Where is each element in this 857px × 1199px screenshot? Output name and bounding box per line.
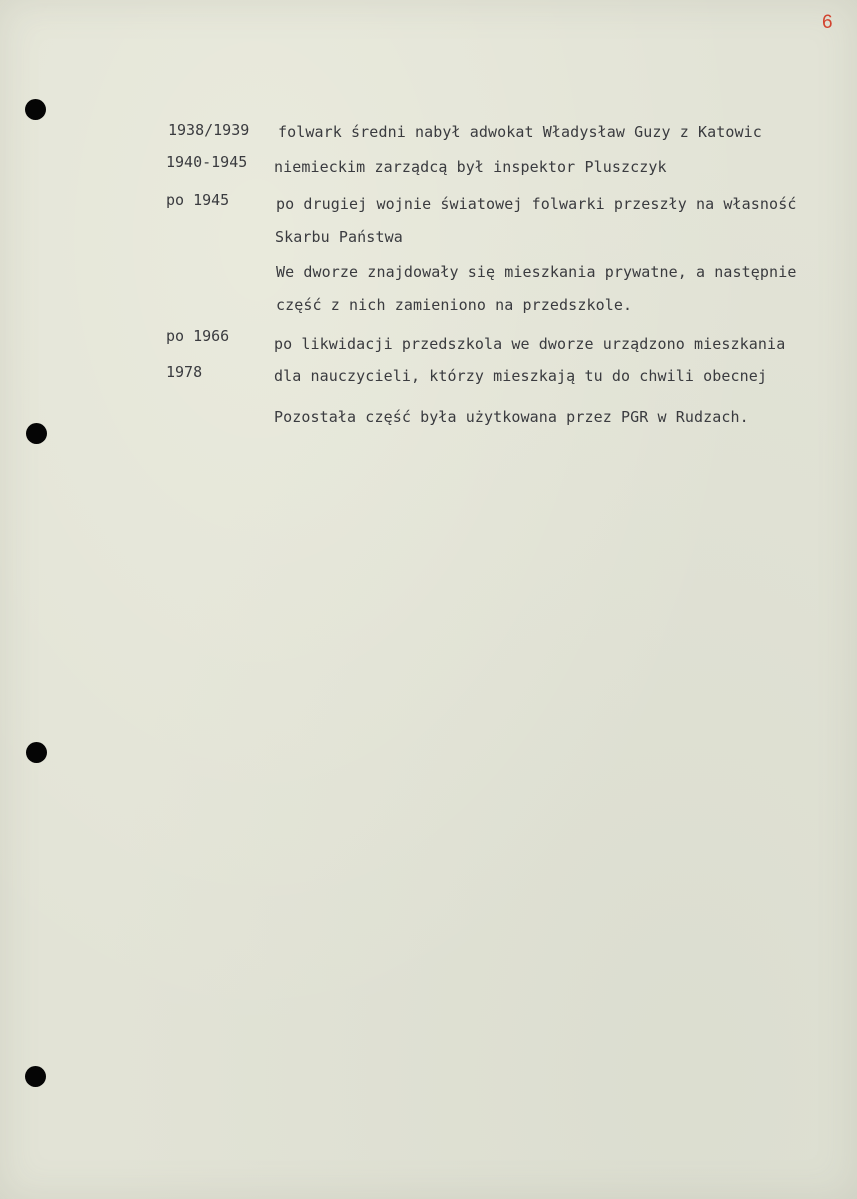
entry-year: 1938/1939 xyxy=(168,121,250,139)
punch-hole xyxy=(26,423,47,444)
entry-text: niemieckim zarządcą był inspektor Pluszczyk xyxy=(274,158,667,176)
entry-year: 1940-1945 xyxy=(166,153,248,171)
entry-text: po drugiej wojnie światowej folwarki przeszły na własność xyxy=(276,195,797,213)
punch-hole xyxy=(26,742,47,763)
entry-text: część z nich zamieniono na przedszkole. xyxy=(276,296,633,314)
page-number: 6 xyxy=(822,12,833,33)
entry-text: folwark średni nabył adwokat Władysław Guzy z Katowic xyxy=(278,123,762,141)
entry-text: Pozostała część była użytkowana przez PGR w Rudzach. xyxy=(274,408,749,426)
punch-hole xyxy=(25,99,46,120)
entry-text: po likwidacji przedszkola we dworze urządzono mieszkania xyxy=(274,335,786,353)
entry-text: dla nauczycieli, którzy mieszkają tu do chwili obecnej xyxy=(274,367,768,385)
entry-year: 1978 xyxy=(166,363,203,381)
punch-hole xyxy=(25,1066,46,1087)
entry-text: Skarbu Państwa xyxy=(275,228,403,246)
entry-year: po 1945 xyxy=(166,191,230,209)
entry-text: We dworze znajdowały się mieszkania prywatne, a następnie xyxy=(276,263,797,281)
entry-year: po 1966 xyxy=(166,327,230,345)
